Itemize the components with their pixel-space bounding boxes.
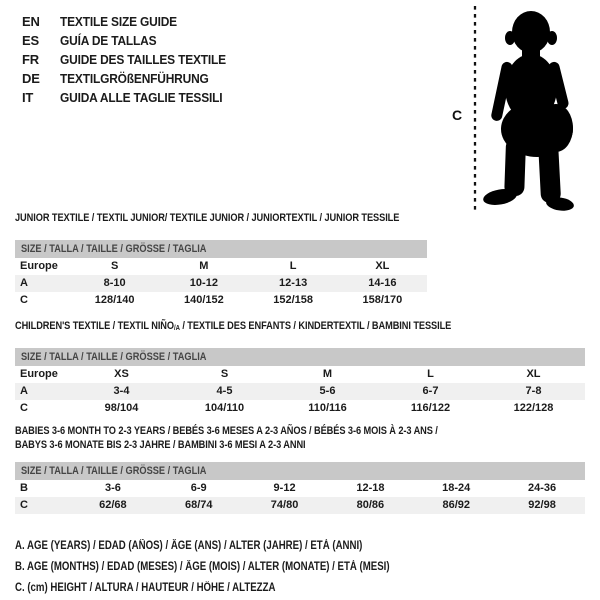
size-cell: S [110, 260, 119, 272]
legend-line-height: C. (cm) HEIGHT / ALTURA / HAUTEUR / HÖHE / ALTEZZA [15, 582, 276, 594]
language-row [22, 31, 240, 50]
value-cell: 6-9 [190, 482, 207, 494]
baby-silhouette-shape [482, 11, 575, 212]
language-code: FR [22, 52, 39, 67]
value-cell: 74/80 [270, 499, 299, 511]
value-cell: 128/140 [94, 294, 135, 306]
size-cell: L [289, 260, 297, 272]
value-cell: 86/92 [442, 499, 470, 511]
children-table [15, 320, 585, 417]
row-label: B [20, 482, 28, 494]
value-cell: 12-18 [356, 482, 385, 494]
value-cell: 12-13 [279, 277, 308, 289]
value-cell: 122/128 [513, 402, 554, 414]
value-cell: 92/98 [528, 499, 556, 511]
row-label: C [20, 294, 28, 306]
row-label: A [20, 277, 28, 289]
value-cell: 62/68 [99, 499, 127, 511]
value-cell: 6-7 [422, 385, 439, 397]
row-label: C [20, 402, 28, 414]
size-cell: XL [375, 260, 390, 272]
size-cell: M [199, 260, 209, 272]
value-cell: 68/74 [184, 499, 213, 511]
size-cell: S [220, 368, 229, 380]
size-cell: XL [526, 368, 541, 380]
size-cell: L [427, 368, 434, 380]
language-list [22, 12, 240, 107]
babies-table [15, 425, 585, 514]
size-cell: XS [114, 368, 129, 380]
value-cell: 24-36 [527, 482, 557, 494]
value-cell: 152/158 [273, 294, 313, 306]
language-code: ES [22, 33, 39, 48]
size-header-bar: SIZE / TALLA / TAILLE / GRÖSSE / TAGLIA [15, 462, 585, 480]
language-label: TEXTILE SIZE GUIDE [60, 14, 177, 29]
value-cell: 104/110 [204, 402, 245, 414]
height-figure [430, 0, 600, 215]
language-row [22, 50, 240, 69]
table-row-a [15, 275, 427, 292]
value-cell: 14-16 [368, 277, 397, 289]
region-label: Europe [20, 260, 58, 272]
table-row-a [15, 383, 585, 400]
table-title: CHILDREN'S TEXTILE / TEXTIL NIÑO/A / TEXTILE DES ENFANTS / KINDERTEXTIL / BAMBINI TESSILE [15, 320, 452, 333]
table-title: JUNIOR TEXTILE / TEXTIL JUNIOR/ TEXTILE JUNIOR / JUNIORTEXTIL / JUNIOR TESSILE [15, 212, 400, 224]
value-cell: 116/122 [410, 402, 451, 414]
size-cell: M [322, 368, 333, 380]
table-row-c [15, 497, 585, 514]
table-row-c [15, 292, 427, 309]
baby-silhouette [430, 0, 600, 215]
value-cell: 158/170 [362, 294, 403, 306]
value-cell: 80/86 [356, 499, 385, 511]
language-row [22, 12, 240, 31]
language-code: IT [22, 90, 34, 105]
legend [15, 536, 461, 599]
table-row-b [15, 480, 585, 497]
value-cell: 10-12 [189, 277, 218, 289]
value-cell: 98/104 [104, 402, 139, 414]
language-code: EN [22, 14, 40, 29]
column-header-row [15, 366, 585, 383]
value-cell: 3-4 [113, 385, 130, 397]
value-cell: 3-6 [104, 482, 121, 494]
size-header-bar: SIZE / TALLA / TAILLE / GRÖSSE / TAGLIA [15, 348, 585, 366]
value-cell: 4-5 [216, 385, 233, 397]
value-cell: 8-10 [103, 277, 126, 289]
language-code: DE [22, 71, 40, 86]
language-label: TEXTILGRÖßENFÜHRUNG [60, 71, 209, 86]
junior-table [15, 212, 427, 309]
language-row [22, 88, 240, 107]
row-label: C [20, 499, 28, 511]
table-title: BABIES 3-6 MONTH TO 2-3 YEARS / BEBÉS 3-6 MESES A 2-3 AÑOS / BÉBÉS 3-6 MOIS À 2-3 ANS / BABYS 3-6 MONATE BIS 2-3 JAHRE / BAMBINI 3-6 MESI A 2-3 ANNI [15, 425, 438, 451]
language-label: GUÍA DE TALLAS [60, 33, 157, 48]
value-cell: 5-6 [319, 385, 336, 397]
value-cell: 7-8 [525, 385, 542, 397]
value-cell: 9-12 [273, 482, 296, 494]
language-row [22, 69, 240, 88]
column-header-row [15, 258, 427, 275]
legend-line-age-years: A. AGE (YEARS) / EDAD (AÑOS) / ÂGE (ANS) / ALTER (JAHRE) / ETÀ (ANNI) [15, 540, 363, 552]
value-cell: 18-24 [442, 482, 471, 494]
size-header-bar: SIZE / TALLA / TAILLE / GRÖSSE / TAGLIA [15, 240, 427, 258]
height-label-c: C [452, 107, 463, 123]
table-row-c [15, 400, 585, 417]
language-label: GUIDE DES TAILLES TEXTILE [60, 52, 226, 67]
row-label: A [20, 385, 28, 397]
language-label: GUIDA ALLE TAGLIE TESSILI [60, 90, 223, 105]
value-cell: 110/116 [308, 402, 347, 414]
value-cell: 140/152 [183, 294, 224, 306]
legend-line-age-months: B. AGE (MONTHS) / EDAD (MESES) / ÂGE (MOIS) / ALTER (MONATE) / ETÀ (MESI) [15, 561, 390, 573]
region-label: Europe [20, 368, 58, 380]
